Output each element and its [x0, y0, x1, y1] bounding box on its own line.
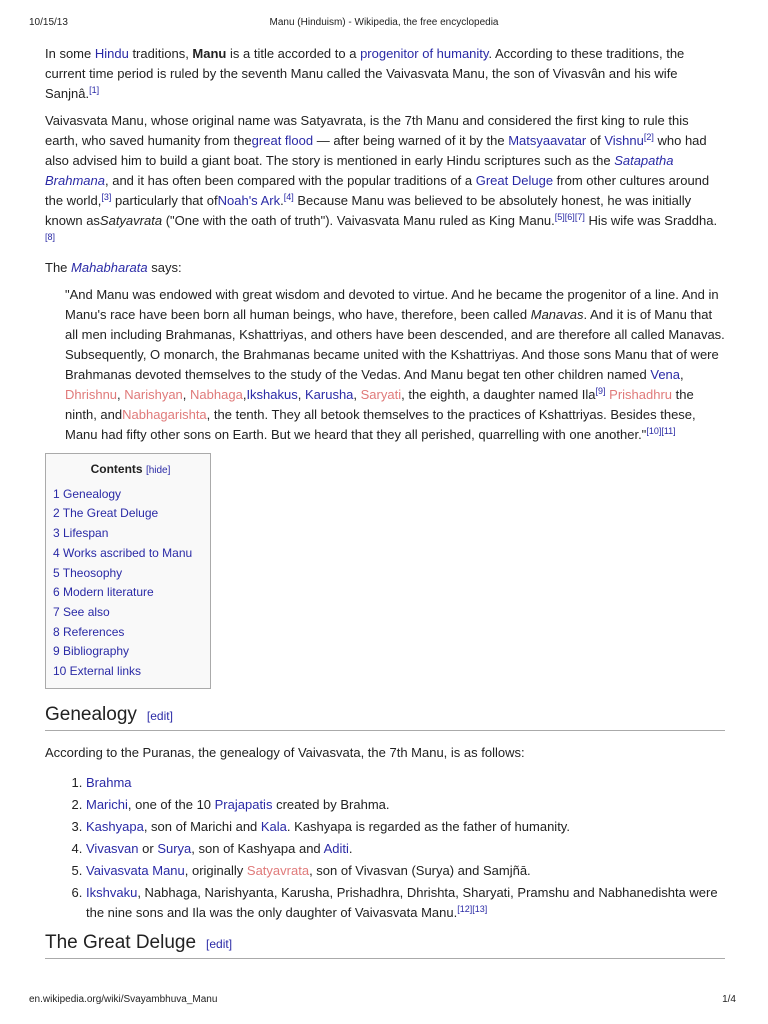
link-nabhaga[interactable]: Nabhaga	[190, 387, 243, 402]
text: , son of Kashyapa and	[191, 840, 324, 856]
link-satapatha-brahmana[interactable]: Satapatha Brahmana	[45, 153, 674, 188]
toc-item-lifespan[interactable]: 3 Lifespan	[53, 526, 109, 541]
link-kashyapa[interactable]: Kashyapa	[86, 818, 144, 834]
text: In some	[45, 46, 95, 61]
edit-link-genealogy[interactable]: [edit]	[146, 708, 173, 723]
intro-paragraph	[45, 44, 725, 104]
text: His wife was Sraddha.	[584, 213, 718, 228]
text: ,	[353, 387, 361, 402]
term-manavas: Manavas	[530, 307, 584, 322]
link-saryati[interactable]: Saryati	[360, 387, 402, 402]
text: particularly that of	[111, 193, 218, 208]
table-of-contents	[45, 453, 211, 689]
link-ikshakus[interactable]: Ikshakus	[246, 387, 298, 402]
text: who had also advised him to build a giant boat. The story is mentioned in early Hindu scriptures such as the	[45, 133, 707, 168]
link-satyavrata[interactable]: Satyavrata	[246, 862, 310, 878]
link-great-deluge[interactable]: Great Deluge	[475, 173, 554, 188]
toc-header	[53, 460, 208, 481]
list-item	[86, 773, 725, 793]
link-vishnu[interactable]: Vishnu	[604, 133, 644, 148]
mahabharata-quote	[65, 285, 725, 445]
text: , Nabhaga, Narishyanta, Karusha, Prishadhra, Dhrishta, Sharyati, Pramshu and Nabhanedishta were the nine sons and Ila was the only daughter of Vaivasvata Manu.	[86, 884, 718, 920]
link-nabhagarishta[interactable]: Nabhagarishta	[122, 407, 207, 422]
text: the ninth, and	[65, 387, 694, 422]
link-marichi[interactable]: Marichi	[86, 796, 128, 812]
heading-text: Genealogy	[45, 703, 137, 725]
text: , the eighth, a daughter named	[401, 387, 582, 402]
ref-6[interactable]: [6]	[564, 212, 575, 222]
page-number: 1/4	[722, 994, 736, 1005]
text: The	[45, 260, 72, 275]
text: ,	[680, 367, 684, 382]
link-progenitor[interactable]: progenitor of humanity	[360, 46, 489, 61]
link-great-flood[interactable]: great flood	[251, 133, 314, 148]
ref-13[interactable]: [13]	[472, 903, 488, 914]
section-heading-genealogy	[45, 705, 725, 731]
toc-item-works[interactable]: 4 Works ascribed to Manu	[53, 545, 193, 560]
ref-12[interactable]: [12]	[457, 903, 473, 914]
text: ,	[182, 387, 191, 402]
text: , son of Marichi and	[143, 818, 261, 834]
toc-hide-toggle[interactable]: [hide]	[145, 465, 171, 476]
text: .	[348, 840, 353, 856]
text: ("One with the oath of truth"). Vaivasvata Manu ruled as King Manu.	[162, 213, 555, 228]
genealogy-list	[45, 773, 725, 923]
print-title: Manu (Hinduism) - Wikipedia, the free encyclopedia	[269, 17, 499, 28]
edit-link-great-deluge[interactable]: [edit]	[206, 936, 233, 951]
list-item	[86, 839, 725, 859]
text: created by Brahma.	[272, 796, 390, 812]
link-noahs-ark[interactable]: Noah's Ark	[217, 193, 281, 208]
text: .	[280, 193, 284, 208]
list-item	[86, 861, 725, 881]
ref-1[interactable]: [1]	[89, 85, 100, 95]
text: of	[586, 133, 605, 148]
text: . According to these traditions, the current time period is ruled by the seventh Manu called the Vaivasvata Manu, the son of Vivasvân and his wife Sanjnâ.	[45, 46, 685, 101]
text: . Kashyapa is regarded as the father of humanity.	[286, 818, 570, 834]
toc-item-references[interactable]: 8 References	[53, 624, 125, 639]
ref-8[interactable]: [8]	[45, 232, 56, 242]
link-prishadhru[interactable]: Prishadhru	[609, 387, 673, 402]
link-brahma[interactable]: Brahma	[86, 774, 132, 790]
link-vivasvan[interactable]: Vivasvan	[86, 840, 139, 856]
link-matsyaavatar[interactable]: Matsyaavatar	[508, 133, 587, 148]
link-karusha[interactable]: Karusha	[304, 387, 354, 402]
text: ,	[242, 387, 247, 402]
link-hindu[interactable]: Hindu	[94, 46, 129, 61]
link-vena[interactable]: Vena	[650, 367, 681, 382]
text: — after being warned of it by the	[313, 133, 509, 148]
text: , son of Vivasvan (Surya) and Samjñā.	[309, 862, 531, 878]
text: "And Manu was endowed with great wisdom and devoted to virtue. And he became the progenitor of a line. And in Manu's race have been born all human beings, who have, therefore, been called	[65, 287, 719, 322]
toc-item-great-deluge[interactable]: 2 The Great Deluge	[53, 506, 159, 521]
term-satyavrata: Satyavrata	[99, 213, 163, 228]
link-ikshvaku[interactable]: Ikshvaku	[86, 884, 138, 900]
text: traditions,	[128, 46, 193, 61]
text: says:	[147, 260, 182, 275]
text: , originally	[184, 862, 247, 878]
toc-item-genealogy[interactable]: 1 Genealogy	[53, 486, 122, 501]
text: , and it has often been compared with the popular traditions of a	[104, 173, 476, 188]
link-prajapatis[interactable]: Prajapatis	[214, 796, 273, 812]
toc-title: Contents	[90, 462, 143, 476]
text: ,	[117, 387, 125, 402]
ref-2[interactable]: [2]	[643, 132, 654, 142]
list-item	[86, 883, 725, 923]
text: , the tenth. They all betook themselves to the practices of Kshattriyas. Besides these, Manu had fifty other sons on Earth. But we heard that they all perished, quarrelling with one another."	[65, 407, 696, 442]
ref-3[interactable]: [3]	[101, 192, 112, 202]
list-item	[86, 795, 725, 815]
ref-4[interactable]: [4]	[283, 192, 294, 202]
ref-7[interactable]: [7]	[574, 212, 585, 222]
print-date: 10/15/13	[29, 17, 68, 28]
link-kala[interactable]: Kala	[260, 818, 287, 834]
ref-9[interactable]: [9]	[595, 386, 606, 396]
text: Ila	[581, 387, 596, 402]
heading-text: The Great Deluge	[45, 931, 197, 953]
genealogy-intro: According to the Puranas, the genealogy of Vaivasvata, the 7th Manu, is as follows:	[45, 744, 525, 760]
print-url: en.wikipedia.org/wiki/Svayambhuva_Manu	[29, 994, 218, 1005]
ref-11[interactable]: [11]	[661, 426, 676, 436]
toc-list	[53, 485, 208, 682]
vaivasvata-paragraph	[45, 111, 725, 251]
toc-item-see-also[interactable]: 7 See also	[53, 604, 110, 619]
ref-10[interactable]: [10]	[646, 426, 662, 436]
toc-item-bibliography[interactable]: 9 Bibliography	[53, 644, 130, 659]
text: is a title accorded to a	[226, 46, 361, 61]
toc-item-theosophy[interactable]: 5 Theosophy	[53, 565, 123, 580]
text: from other cultures around the world,	[45, 173, 710, 208]
section-heading-great-deluge	[45, 933, 725, 959]
mahabharata-intro	[45, 258, 725, 278]
text: Vaivasvata Manu, whose original name was Satyavrata, is the 7th Manu and considered the first king to rule this earth, who saved humanity from the	[45, 113, 689, 148]
term-manu: Manu	[192, 46, 227, 61]
text: , one of the 10	[127, 796, 215, 812]
text: Because Manu was believed to be absolutely honest, he was initially known as	[45, 193, 692, 228]
list-item	[86, 817, 725, 837]
text: . And it is of Manu that all men including Brahmanas, Kshattriyas, and others have been descended, and are therefore all called Manavas. Subsequently, O monarch, the Brahmanas became united with the Kshattriyas. And those sons Manu that of were Brahmanas devoted themselves to the study of the Vedas. And Manu begat ten other children named	[65, 307, 725, 382]
link-vaivasvata-manu[interactable]: Vaivasvata Manu	[86, 862, 185, 878]
link-surya[interactable]: Surya	[157, 840, 192, 856]
ref-5[interactable]: [5]	[554, 212, 565, 222]
link-mahabharata[interactable]: Mahabharata	[71, 260, 148, 275]
toc-item-modern-literature[interactable]: 6 Modern literature	[53, 585, 154, 600]
text: or	[138, 840, 158, 856]
toc-item-external-links[interactable]: 10 External links	[53, 664, 142, 679]
text: ,	[297, 387, 305, 402]
link-dhrishnu[interactable]: Dhrishnu	[65, 387, 118, 402]
link-narishyan[interactable]: Narishyan	[124, 387, 183, 402]
link-aditi[interactable]: Aditi	[323, 840, 349, 856]
article-content	[45, 44, 725, 971]
